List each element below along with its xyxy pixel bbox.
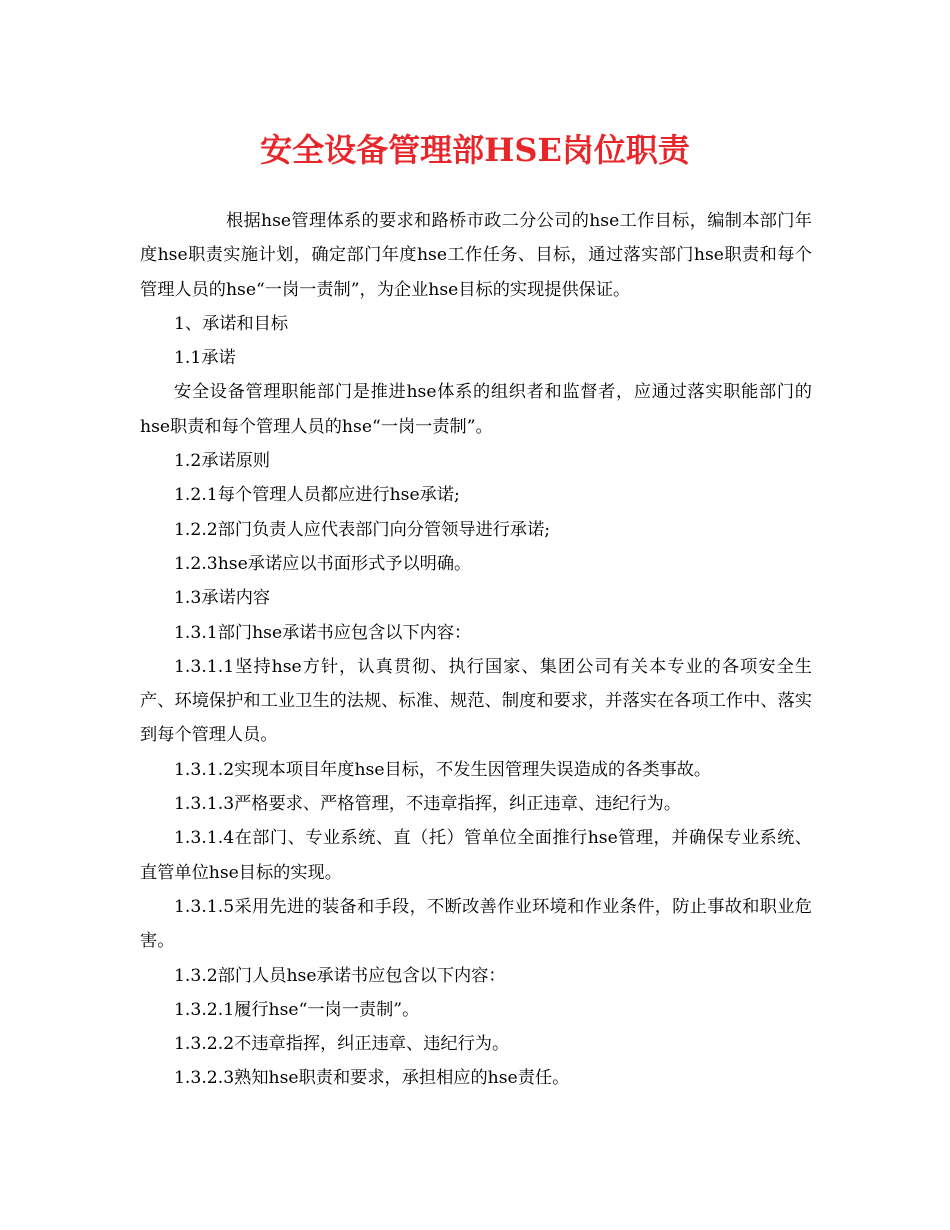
- paragraph: 1.3.2部门人员hse承诺书应包含以下内容：: [174, 965, 506, 986]
- paragraph: 1.3.1部门hse承诺书应包含以下内容：: [174, 622, 472, 643]
- paragraph: 1.3承诺内容: [174, 588, 271, 609]
- paragraph: 1.3.2.2不违章指挥，纠正违章、违纪行为。: [174, 1034, 510, 1055]
- paragraph: 1.1承诺: [174, 348, 236, 369]
- paragraph: 1.3.1.1坚持hse方针，认真贯彻、执行国家、集团公司有关本专业的各项安全生产、环境保护和工业卫生的法规、标准、规范、制度和要求，并落实在各项工作中、落实到每个管理人员。: [140, 656, 812, 746]
- paragraph: 安全设备管理职能部门是推进hse体系的组织者和监督者，应通过落实职能部门的hse职责和每个管理人员的hse“一岗一责制”。: [140, 382, 812, 437]
- paragraph: 1.3.1.3严格要求、严格管理，不违章指挥，纠正违章、违纪行为。: [174, 794, 682, 815]
- paragraph: 1.2.2部门负责人应代表部门向分管领导进行承诺;: [174, 519, 551, 540]
- paragraph: 1.3.2.1履行hse“一岗一责制”。: [174, 999, 420, 1020]
- paragraph: 1.3.2.3熟知hse职责和要求，承担相应的hse责任。: [174, 1068, 570, 1089]
- paragraph: 1.2.3hse承诺应以书面形式予以明确。: [174, 553, 472, 574]
- paragraph: 1.3.1.4在部门、专业系统、直（托）管单位全面推行hse管理，并确保专业系统、直管单位hse目标的实现。: [140, 828, 812, 883]
- paragraph: 1.2承诺原则: [174, 451, 271, 472]
- paragraph: 1.3.1.2实现本项目年度hse目标，不发生因管理失误造成的各类事故。: [174, 759, 712, 780]
- document-body: [140, 204, 812, 1096]
- paragraph: 1.3.1.5采用先进的装备和手段，不断改善作业环境和作业条件，防止事故和职业危害。: [140, 896, 812, 952]
- paragraph: 根据hse管理体系的要求和路桥市政二分公司的hse工作目标，编制本部门年度hse职责实施计划，确定部门年度hse工作任务、目标，通过落实部门hse职责和每个管理人员的hse“一岗一责制”，为企业hse目标的实现提供保证。: [140, 211, 812, 300]
- paragraph: 1.2.1每个管理人员都应进行hse承诺;: [174, 485, 460, 506]
- paragraph: 1、承诺和目标: [174, 313, 289, 334]
- document-title: 安全设备管理部HSE岗位职责: [260, 131, 690, 169]
